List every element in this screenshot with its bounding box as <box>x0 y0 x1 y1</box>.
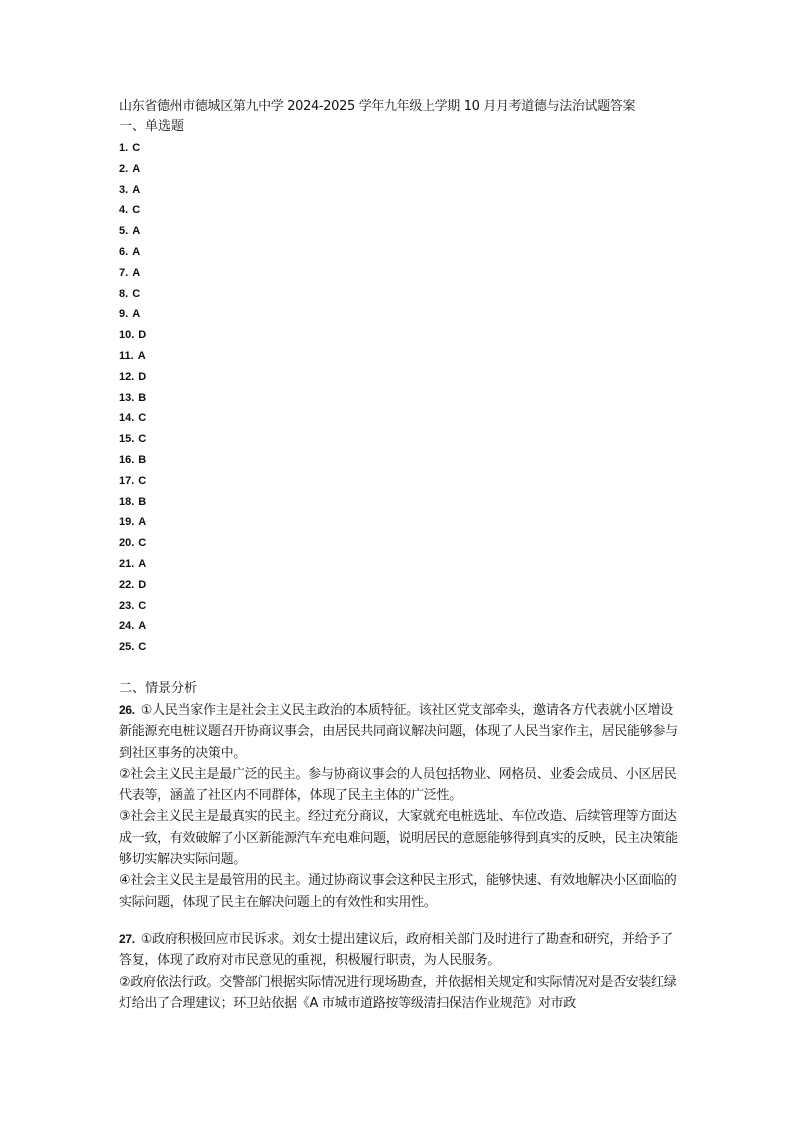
answer-number: 8. <box>119 287 129 300</box>
answer-list <box>119 140 146 660</box>
answer-number: 4. <box>119 204 129 217</box>
answer-item <box>119 618 146 639</box>
answer-item <box>119 556 146 577</box>
answer-number: 13. <box>119 391 135 404</box>
answer-item <box>119 202 146 223</box>
answer-number: 1. <box>119 142 129 154</box>
answer-number: 14. <box>119 412 135 425</box>
answer-number: 6. <box>119 245 129 258</box>
answer-choice: C <box>138 412 147 425</box>
answer-number: 15. <box>119 433 135 446</box>
answer-choice: A <box>138 620 147 633</box>
q26-point-3: ③社会主义民主是最真实的民主。经过充分商议，大家就充电桩选址、车位改造、后续管理等方面达成一致，有效破解了小区新能源汽车充电难问题，说明居民的意愿能够得到真实的反映，民主决策能够切实解决实际问题。 <box>119 809 678 868</box>
q26-number: 26. <box>119 703 135 717</box>
answer-choice: C <box>138 599 147 612</box>
answer-number: 10. <box>119 329 135 342</box>
answer-choice: A <box>132 225 141 238</box>
q26-point-2: ②社会主义民主是最广泛的民主。参与协商议事会的人员包括物业、网格员、业委会成员、小区居民代表等，涵盖了社区内不同群体，体现了民主主体的广泛性。 <box>119 766 677 804</box>
answer-item <box>119 431 146 452</box>
answer-choice: C <box>138 537 147 550</box>
section-heading-single-choice: 一、单选题 <box>119 119 185 134</box>
answer-number: 18. <box>119 495 135 508</box>
answer-choice: A <box>138 557 147 570</box>
answer-item <box>119 473 146 494</box>
answer-item <box>119 244 146 265</box>
answer-number: 11. <box>119 349 134 362</box>
answer-number: 20. <box>119 537 135 550</box>
answer-number: 17. <box>119 474 135 487</box>
answer-item <box>119 161 146 182</box>
answer-number: 25. <box>119 641 135 654</box>
answer-item <box>119 535 146 556</box>
q27-point-1 <box>119 929 684 972</box>
answer-number: 24. <box>119 620 135 633</box>
answer-choice: B <box>138 391 147 404</box>
answer-choice: D <box>138 578 147 591</box>
q27-point-2: ②政府依法行政。交警部门根据实际情况进行现场勘查，并依据相关规定和实际情况对是否安装红绿灯给出了合理建议；环卫站依据《A 市城市道路按等级清扫保洁作业规范》对市政 <box>119 974 677 1011</box>
answer-item <box>119 182 146 203</box>
answer-number: 12. <box>119 370 135 383</box>
answer-choice: C <box>132 287 141 300</box>
answer-choice: D <box>138 329 147 342</box>
answer-number: 9. <box>119 308 129 321</box>
answer-choice: C <box>138 433 147 446</box>
answer-choice: B <box>138 453 147 466</box>
q27-point-1-text: ①政府积极回应市民诉求。刘女士提出建议后，政府相关部门及时进行了勘查和研究，并给予了答复，体现了政府对市民意见的重视，积极履行职责，为人民服务。 <box>119 932 673 969</box>
q26-point-4: ④社会主义民主是最管用的民主。通过协商议事会这种民主形式，能够快速、有效地解决小区面临的实际问题，体现了民主在解决问题上的有效性和实用性。 <box>119 873 677 910</box>
answer-item <box>119 598 146 619</box>
answer-choice: C <box>138 474 147 487</box>
q27-number: 27. <box>119 932 135 946</box>
answer-item <box>119 223 146 244</box>
answer-choice: C <box>138 641 147 654</box>
answer-number: 21. <box>119 557 135 570</box>
answer-number: 19. <box>119 516 135 529</box>
answer-item <box>119 286 146 307</box>
answer-choice: A <box>137 349 146 362</box>
answer-choice: B <box>138 495 147 508</box>
answer-item <box>119 369 146 390</box>
answer-item <box>119 265 146 286</box>
answer-item <box>119 410 146 431</box>
question-26-answer <box>119 700 684 913</box>
answer-choice: A <box>132 162 141 175</box>
answer-number: 22. <box>119 578 135 591</box>
answer-item <box>119 348 146 369</box>
answer-number: 16. <box>119 453 135 466</box>
answer-choice: D <box>138 370 147 383</box>
answer-choice: A <box>132 266 141 279</box>
answer-item <box>119 494 146 515</box>
answer-number: 7. <box>119 266 129 279</box>
answer-number: 3. <box>119 183 129 196</box>
answer-item <box>119 327 146 348</box>
q26-point-1 <box>119 700 684 764</box>
answer-number: 23. <box>119 599 135 612</box>
answer-choice: A <box>138 516 147 529</box>
q26-point-1-text: ①人民当家作主是社会主义民主政治的本质特征。该社区党支部牵头，邀请各方代表就小区增设新能源充电桩议题召开协商议事会，由居民共同商议解决问题，体现了人民当家作主，居民能够参与到社区事务的决策中。 <box>119 703 678 761</box>
answer-item <box>119 514 146 535</box>
answer-number: 5. <box>119 225 129 238</box>
answer-item <box>119 390 146 411</box>
answer-choice: C <box>132 142 141 154</box>
answer-choice: A <box>132 183 141 196</box>
answer-item <box>119 639 146 660</box>
answer-number: 2. <box>119 162 129 175</box>
answer-item <box>119 577 146 598</box>
section-heading-scenario-analysis: 二、情景分析 <box>119 681 198 696</box>
answer-item <box>119 140 146 161</box>
answer-item <box>119 306 146 327</box>
document-title: 山东省德州市德城区第九中学 2024-2025 学年九年级上学期 10 月月考道德与法治试题答案 <box>119 99 636 114</box>
answer-choice: A <box>132 308 141 321</box>
answer-choice: A <box>132 245 141 258</box>
question-27-answer <box>119 929 684 1014</box>
answer-choice: C <box>132 204 141 217</box>
answer-item <box>119 452 146 473</box>
